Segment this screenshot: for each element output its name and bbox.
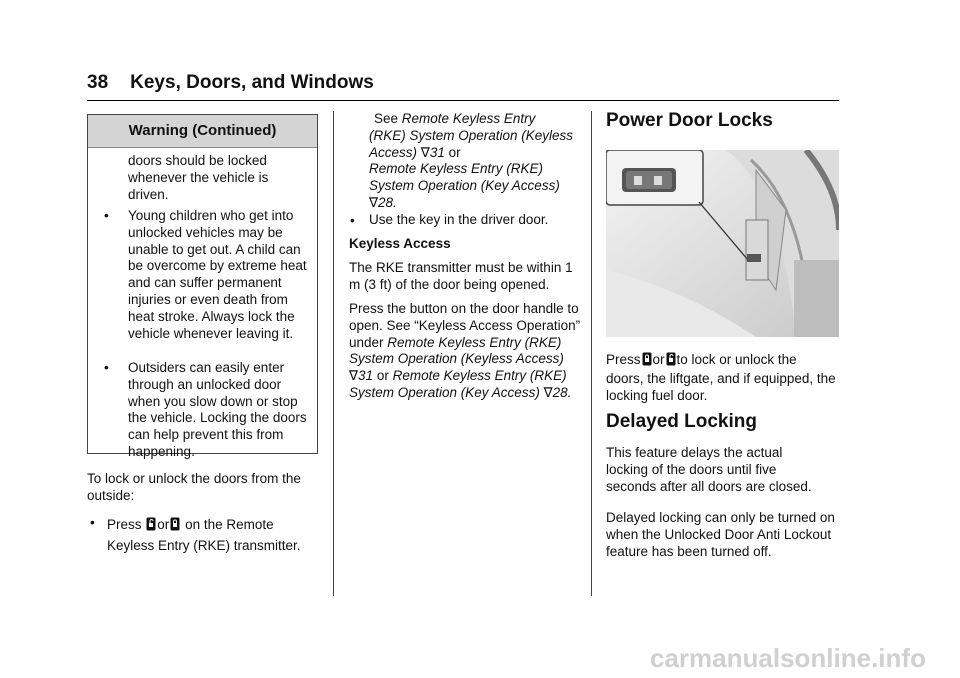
key-bullet: Use the key in the driver door. bbox=[369, 212, 549, 227]
section-title: Keys, Doors, and Windows bbox=[130, 72, 374, 93]
reference-symbol: ∇ bbox=[420, 144, 430, 160]
delayed-locking-heading: Delayed Locking bbox=[606, 411, 757, 432]
warning-box bbox=[87, 114, 318, 459]
power-door-locks-heading: Power Door Locks bbox=[606, 110, 773, 131]
unlock-button-icon bbox=[146, 517, 156, 531]
reference-link-b[interactable]: Remote Keyless Entry (RKE) System Operation (Key Access) bbox=[369, 161, 560, 194]
press-key-bullet: Press or on the Remote Keyless Entry (RKE) transmitter. bbox=[107, 517, 301, 553]
see-reference-block: See Remote Keyless Entry (RKE) System Operation (Keyless Access) ∇31 or Remote Keyless Entry (RKE) System Operation (Key Access) ∇28. bbox=[369, 111, 574, 210]
reference-page-d[interactable]: 28. bbox=[552, 384, 572, 400]
bullet-dot: • bbox=[104, 360, 109, 375]
bullet-dot: • bbox=[104, 208, 109, 223]
watermark: carmanualsonline.info bbox=[650, 643, 926, 673]
reference-symbol: ∇ bbox=[369, 194, 379, 210]
lock-button-icon bbox=[170, 517, 180, 531]
page-header bbox=[87, 72, 839, 94]
reference-page-b[interactable]: 28. bbox=[378, 194, 397, 210]
bullet-dot: • bbox=[350, 213, 355, 228]
header-rule bbox=[87, 100, 839, 101]
reference-page-a[interactable]: 31 bbox=[429, 144, 445, 160]
warning-bullet-1: Young children who get into unlocked vehicles may be unable to get out. A child can be overcome by extreme heat and can suffer permanent injuries or even death from heat stroke. Always lock the vehicle whenever leaving it. bbox=[128, 208, 307, 341]
door-lock-photo bbox=[606, 150, 839, 337]
reference-link-c[interactable]: Remote Keyless Entry (RKE) System Operation (Keyless Access) bbox=[349, 334, 564, 367]
delayed-locking-text-2: Delayed locking can only be turned on when the Unlocked Door Anti Lockout feature has been turned off. bbox=[606, 510, 835, 559]
reference-symbol: ∇ bbox=[349, 368, 359, 384]
reference-link-d[interactable]: Remote Keyless Entry (RKE) System Operation (Key Access) bbox=[349, 368, 567, 400]
reference-link-a[interactable]: Remote Keyless Entry (RKE) System Operation (Keyless Access) bbox=[369, 111, 574, 160]
page-number: 38 bbox=[87, 72, 109, 93]
door-handle-text: Press the button on the door handle to open. See “Keyless Access Operation” under Remote Keyless Entry (RKE) System Operation (Keyless Access) ∇31 or Remote Keyless Entry (RKE) System Operation (Key Access) ∇28. bbox=[349, 301, 581, 400]
reference-page-c[interactable]: 31 bbox=[358, 368, 374, 384]
warning-heading: Warning (Continued) bbox=[88, 115, 317, 148]
delayed-locking-text-1: This feature delays the actual locking of the doors until five seconds after all doors are closed. bbox=[606, 445, 812, 494]
keyless-text: The RKE transmitter must be within 1 m (3 ft) of the door being opened. bbox=[349, 260, 573, 292]
bullet-dot: • bbox=[90, 515, 95, 530]
power-locks-text: Press or to lock or unlock the bbox=[606, 352, 797, 367]
lock-intro-text: To lock or unlock the doors from the outside: bbox=[87, 471, 301, 503]
column-divider bbox=[333, 111, 334, 596]
keyless-heading: Keyless Access bbox=[349, 236, 451, 251]
power-locks-text-rest: doors, the liftgate, and if equipped, the locking fuel door. bbox=[606, 371, 836, 403]
warning-intro: doors should be locked whenever the vehicle is driven. bbox=[128, 153, 269, 202]
reference-symbol: ∇ bbox=[543, 384, 553, 400]
unlock-button-icon bbox=[666, 352, 676, 366]
lock-button-icon bbox=[642, 352, 652, 366]
column-divider bbox=[591, 111, 592, 596]
warning-bullet-2: Outsiders can easily enter through an unlocked door when you slow down or stop the vehicle. Locking the doors can help prevent this from happening. bbox=[128, 360, 307, 459]
